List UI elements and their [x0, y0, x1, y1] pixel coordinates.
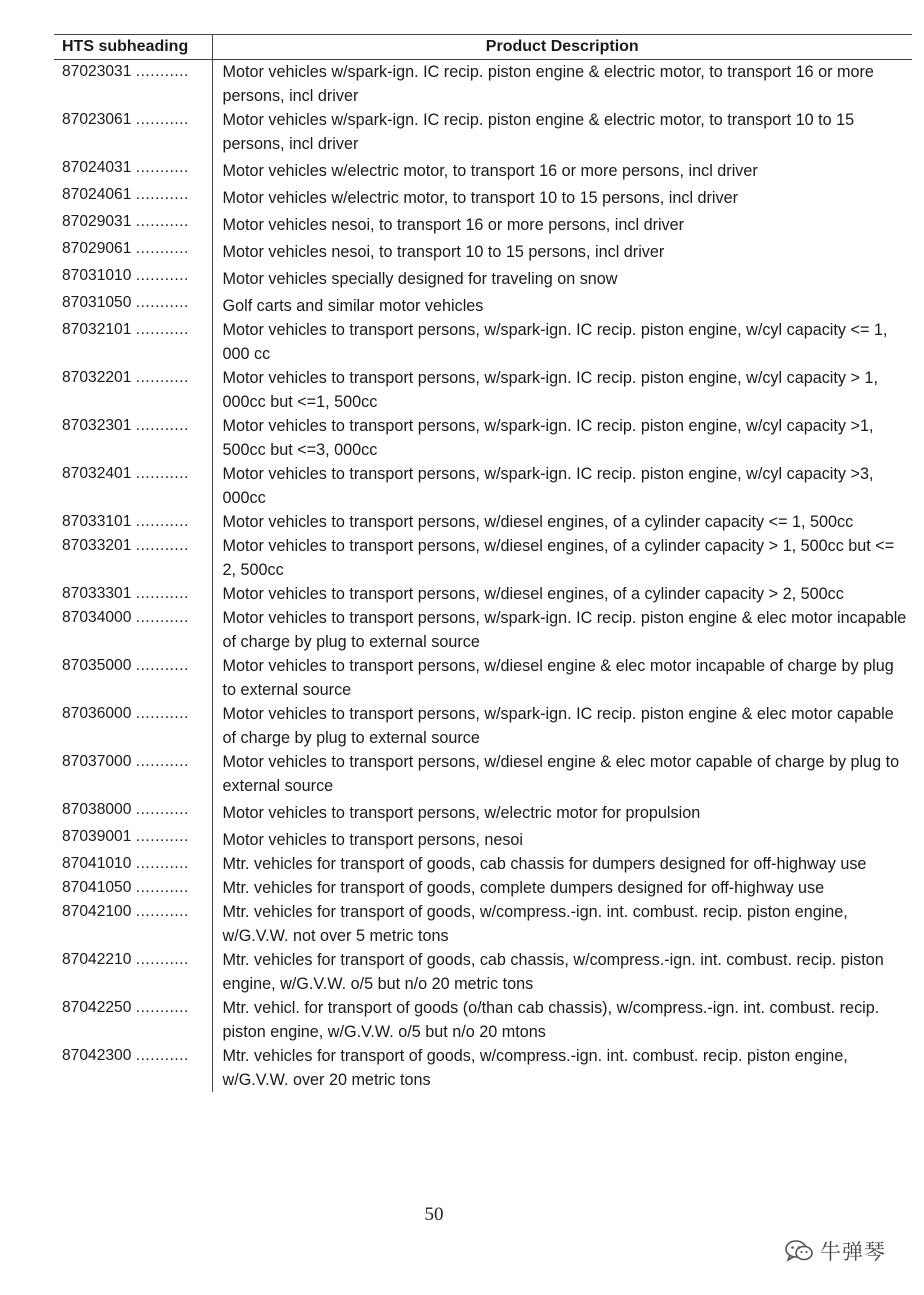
hts-code: 87031050 — [62, 294, 132, 311]
hts-code: 87034000 — [62, 609, 132, 626]
table-row — [54, 654, 912, 702]
hts-code: 87035000 — [62, 657, 132, 674]
table-row — [54, 108, 912, 156]
hts-code: 87041010 — [62, 855, 132, 872]
table-row — [54, 825, 912, 852]
table-row — [54, 582, 912, 606]
leader-dots: ........... — [135, 903, 189, 920]
leader-dots: ........... — [135, 111, 189, 128]
leader-dots: ........... — [135, 585, 189, 602]
leader-dots: ........... — [135, 186, 189, 203]
hts-code: 87036000 — [62, 705, 132, 722]
leader-dots: ........... — [135, 159, 189, 176]
watermark — [784, 1234, 886, 1268]
hts-code: 87024031 — [62, 159, 132, 176]
hts-code-cell — [54, 264, 212, 291]
product-description: Mtr. vehicles for transport of goods, cab chassis, w/compress.-ign. int. combust. recip. piston engine, w/G.V.W. o/5 but n/o 20 metric tons — [212, 948, 912, 996]
table-row — [54, 798, 912, 825]
table-row — [54, 534, 912, 582]
table-row — [54, 606, 912, 654]
product-description: Golf carts and similar motor vehicles — [212, 291, 912, 318]
table-row — [54, 264, 912, 291]
product-description: Motor vehicles to transport persons, w/spark-ign. IC recip. piston engine, w/cyl capacity <= 1, 000 cc — [212, 318, 912, 366]
table-row — [54, 948, 912, 996]
hts-code-cell — [54, 996, 212, 1044]
hts-code-cell — [54, 183, 212, 210]
hts-code-cell — [54, 510, 212, 534]
hts-code: 87031010 — [62, 267, 132, 284]
hts-code-cell — [54, 366, 212, 414]
table-row — [54, 900, 912, 948]
product-description: Motor vehicles w/electric motor, to transport 10 to 15 persons, incl driver — [212, 183, 912, 210]
table-row — [54, 702, 912, 750]
product-description: Motor vehicles w/electric motor, to transport 16 or more persons, incl driver — [212, 156, 912, 183]
table-row — [54, 414, 912, 462]
product-description: Motor vehicles to transport persons, w/electric motor for propulsion — [212, 798, 912, 825]
table-row — [54, 291, 912, 318]
hts-code-cell — [54, 900, 212, 948]
product-description: Motor vehicles to transport persons, w/diesel engine & elec motor incapable of charge by plug to external source — [212, 654, 912, 702]
product-description: Motor vehicles to transport persons, w/spark-ign. IC recip. piston engine, w/cyl capacity >3, 000cc — [212, 462, 912, 510]
table-row — [54, 852, 912, 876]
leader-dots: ........... — [135, 369, 189, 386]
hts-code-cell — [54, 798, 212, 825]
product-description: Motor vehicles to transport persons, w/diesel engines, of a cylinder capacity > 1, 500cc but <= 2, 500cc — [212, 534, 912, 582]
hts-table — [54, 34, 912, 1092]
hts-code-cell — [54, 750, 212, 798]
product-description: Motor vehicles w/spark-ign. IC recip. piston engine & electric motor, to transport 16 or more persons, incl driver — [212, 60, 912, 109]
leader-dots: ........... — [135, 321, 189, 338]
hts-code-cell — [54, 948, 212, 996]
leader-dots: ........... — [135, 801, 189, 818]
hts-code: 87033101 — [62, 513, 132, 530]
leader-dots: ........... — [135, 999, 189, 1016]
product-description: Motor vehicles to transport persons, w/spark-ign. IC recip. piston engine & elec motor capable of charge by plug to external source — [212, 702, 912, 750]
hts-code-cell — [54, 534, 212, 582]
leader-dots: ........... — [135, 537, 189, 554]
table-row — [54, 318, 912, 366]
product-description: Mtr. vehicles for transport of goods, w/compress.-ign. int. combust. recip. piston engine, w/G.V.W. not over 5 metric tons — [212, 900, 912, 948]
table-body — [54, 60, 912, 1093]
header-hts-subheading: HTS subheading — [54, 35, 212, 60]
hts-code: 87032401 — [62, 465, 132, 482]
hts-code: 87029031 — [62, 213, 132, 230]
hts-code-cell — [54, 156, 212, 183]
leader-dots: ........... — [135, 951, 189, 968]
hts-code: 87033301 — [62, 585, 132, 602]
hts-code-cell — [54, 582, 212, 606]
hts-code-cell — [54, 237, 212, 264]
hts-code-cell — [54, 1044, 212, 1092]
hts-code-cell — [54, 210, 212, 237]
hts-code: 87041050 — [62, 879, 132, 896]
leader-dots: ........... — [135, 705, 189, 722]
hts-code: 87042100 — [62, 903, 132, 920]
table-row — [54, 750, 912, 798]
hts-code-cell — [54, 60, 212, 109]
hts-code: 87037000 — [62, 753, 132, 770]
table-row — [54, 210, 912, 237]
hts-code-cell — [54, 606, 212, 654]
table-row — [54, 60, 912, 109]
product-description: Mtr. vehicles for transport of goods, complete dumpers designed for off-highway use — [212, 876, 912, 900]
table-row — [54, 156, 912, 183]
leader-dots: ........... — [135, 267, 189, 284]
product-description: Motor vehicles to transport persons, w/diesel engines, of a cylinder capacity <= 1, 500cc — [212, 510, 912, 534]
leader-dots: ........... — [135, 855, 189, 872]
leader-dots: ........... — [135, 294, 189, 311]
table-row — [54, 462, 912, 510]
table-header-row — [54, 35, 912, 60]
product-description: Motor vehicles to transport persons, nesoi — [212, 825, 912, 852]
wechat-icon — [784, 1238, 814, 1264]
hts-code-cell — [54, 318, 212, 366]
product-description: Mtr. vehicles for transport of goods, cab chassis for dumpers designed for off-highway use — [212, 852, 912, 876]
header-product-description: Product Description — [212, 35, 912, 60]
hts-code: 87033201 — [62, 537, 132, 554]
table-row — [54, 183, 912, 210]
hts-code: 87024061 — [62, 186, 132, 203]
product-description: Mtr. vehicles for transport of goods, w/compress.-ign. int. combust. recip. piston engine, w/G.V.W. over 20 metric tons — [212, 1044, 912, 1092]
hts-code-cell — [54, 462, 212, 510]
leader-dots: ........... — [135, 828, 189, 845]
leader-dots: ........... — [135, 657, 189, 674]
hts-code-cell — [54, 876, 212, 900]
watermark-text: 牛弹琴 — [820, 1240, 886, 1264]
table-row — [54, 237, 912, 264]
page-number: 50 — [424, 1204, 444, 1225]
product-description: Motor vehicles to transport persons, w/spark-ign. IC recip. piston engine, w/cyl capacity > 1, 000cc but <=1, 500cc — [212, 366, 912, 414]
hts-code-cell — [54, 654, 212, 702]
hts-code: 87032101 — [62, 321, 132, 338]
table-row — [54, 366, 912, 414]
table-row — [54, 876, 912, 900]
leader-dots: ........... — [135, 609, 189, 626]
leader-dots: ........... — [135, 417, 189, 434]
leader-dots: ........... — [135, 879, 189, 896]
product-description: Motor vehicles to transport persons, w/spark-ign. IC recip. piston engine & elec motor incapable of charge by plug to external source — [212, 606, 912, 654]
leader-dots: ........... — [135, 63, 189, 80]
product-description: Motor vehicles to transport persons, w/diesel engines, of a cylinder capacity > 2, 500cc — [212, 582, 912, 606]
product-description: Motor vehicles specially designed for traveling on snow — [212, 264, 912, 291]
hts-code: 87038000 — [62, 801, 132, 818]
product-description: Motor vehicles w/spark-ign. IC recip. piston engine & electric motor, to transport 10 to 15 persons, incl driver — [212, 108, 912, 156]
product-description: Mtr. vehicl. for transport of goods (o/than cab chassis), w/compress.-ign. int. combust. recip. piston engine, w/G.V.W. o/5 but n/o 20 mtons — [212, 996, 912, 1044]
hts-code-cell — [54, 825, 212, 852]
hts-code: 87042210 — [62, 951, 132, 968]
product-description: Motor vehicles to transport persons, w/diesel engine & elec motor capable of charge by plug to external source — [212, 750, 912, 798]
hts-code: 87023031 — [62, 63, 132, 80]
hts-code: 87032201 — [62, 369, 132, 386]
leader-dots: ........... — [135, 753, 189, 770]
hts-code: 87023061 — [62, 111, 132, 128]
leader-dots: ........... — [135, 513, 189, 530]
product-description: Motor vehicles to transport persons, w/spark-ign. IC recip. piston engine, w/cyl capacity >1, 500cc but <=3, 000cc — [212, 414, 912, 462]
leader-dots: ........... — [135, 213, 189, 230]
leader-dots: ........... — [135, 1047, 189, 1064]
hts-code: 87029061 — [62, 240, 132, 257]
leader-dots: ........... — [135, 465, 189, 482]
product-description: Motor vehicles nesoi, to transport 10 to 15 persons, incl driver — [212, 237, 912, 264]
leader-dots: ........... — [135, 240, 189, 257]
hts-code: 87032301 — [62, 417, 132, 434]
table-row — [54, 996, 912, 1044]
table-row — [54, 510, 912, 534]
hts-code-cell — [54, 414, 212, 462]
hts-code: 87039001 — [62, 828, 132, 845]
hts-code: 87042300 — [62, 1047, 132, 1064]
product-description: Motor vehicles nesoi, to transport 16 or more persons, incl driver — [212, 210, 912, 237]
hts-code-cell — [54, 291, 212, 318]
hts-code-cell — [54, 852, 212, 876]
hts-code-cell — [54, 108, 212, 156]
hts-code: 87042250 — [62, 999, 132, 1016]
hts-code-cell — [54, 702, 212, 750]
table-row — [54, 1044, 912, 1092]
